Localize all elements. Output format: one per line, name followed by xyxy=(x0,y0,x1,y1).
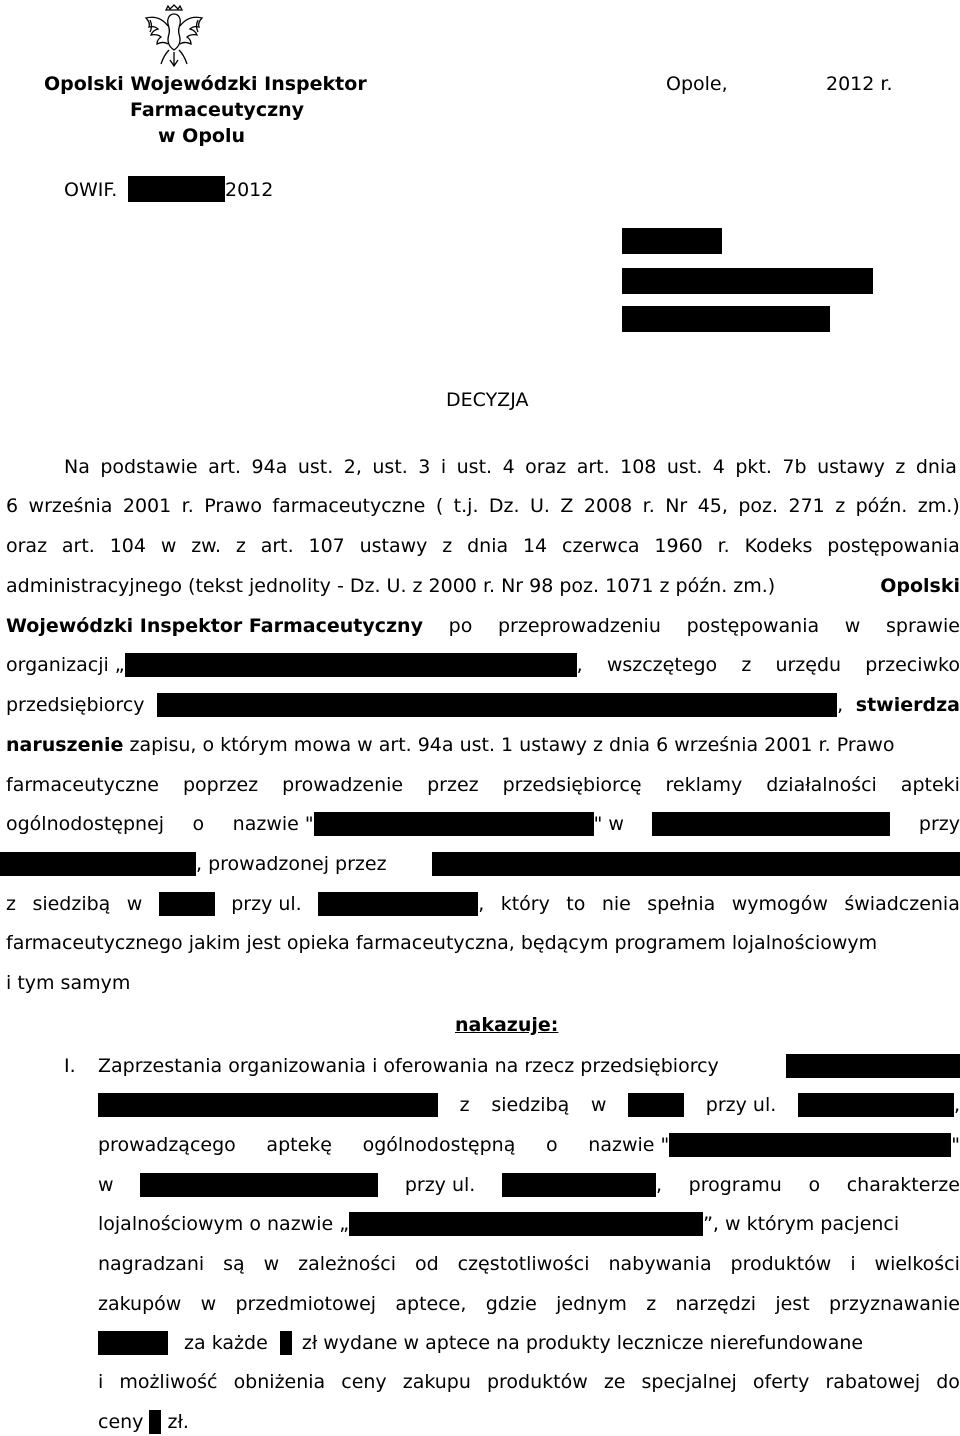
item-line-5 xyxy=(98,1212,960,1236)
word: późn. xyxy=(855,495,908,517)
word: poz. xyxy=(738,495,779,517)
word: dnia xyxy=(467,535,509,557)
document-place: Opole, xyxy=(666,73,728,95)
word: art. xyxy=(576,456,610,478)
word: 2001 xyxy=(122,495,172,517)
legal-basis-text: administracyjnego (tekst jednolity - Dz. U. z 2000 r. Nr 98 poz. 1071 z późn. zm.) xyxy=(6,575,776,597)
word: 271 xyxy=(788,495,825,517)
word: oferty xyxy=(752,1371,810,1393)
item-text-8c: zł wydane w aptece na produkty lecznicze nierefundowane xyxy=(301,1332,864,1354)
word: Kodeks xyxy=(744,535,813,557)
redaction-pharmacy-city xyxy=(652,812,890,836)
word: wymogów xyxy=(731,893,828,915)
word: 6 xyxy=(6,495,19,517)
entrepreneur-label: przedsiębiorcy xyxy=(6,694,145,716)
institution-name-line1: Opolski Wojewódzki Inspektor xyxy=(44,73,367,95)
redaction-points xyxy=(98,1331,168,1355)
word: o xyxy=(808,1174,821,1196)
word: 7b xyxy=(782,456,807,478)
word: z xyxy=(835,495,846,517)
word: zakupów xyxy=(98,1293,182,1315)
word: ust. xyxy=(666,456,703,478)
redaction-item-entrepreneur-a xyxy=(786,1054,960,1078)
word: 4 xyxy=(712,456,725,478)
word: poprzez xyxy=(182,774,259,796)
word: nabywania xyxy=(608,1253,712,1275)
word: ustawy xyxy=(817,456,885,478)
redaction-reference xyxy=(128,176,225,202)
redaction-item-seat-street xyxy=(798,1093,954,1117)
word: r. xyxy=(717,535,730,557)
word: z xyxy=(895,456,906,478)
word: 94a xyxy=(251,456,288,478)
word: z xyxy=(235,535,246,557)
word: r. xyxy=(181,495,194,517)
word: apteki xyxy=(900,774,960,796)
word: możliwość xyxy=(119,1371,218,1393)
word: w xyxy=(590,1094,607,1116)
word: zm.) xyxy=(917,495,960,517)
reference-number-suffix: 2012 xyxy=(225,179,274,201)
word: Prawo xyxy=(204,495,262,517)
item-line-6 xyxy=(98,1252,960,1276)
word: do xyxy=(936,1371,960,1393)
authority-name-end: Wojewódzki Inspektor Farmaceutyczny xyxy=(6,615,423,637)
seat-street-segment: , xyxy=(318,892,484,916)
word: postępowania xyxy=(686,615,820,637)
redaction-amount xyxy=(280,1331,292,1355)
word: przy ul. xyxy=(404,1174,476,1196)
institution-name-line3: w Opolu xyxy=(158,125,246,147)
word: od xyxy=(414,1253,439,1275)
word: ze xyxy=(603,1371,626,1393)
word: zależności xyxy=(298,1253,397,1275)
item-marker: I. xyxy=(64,1055,76,1077)
redaction-item-entrepreneur-b xyxy=(98,1093,438,1117)
word: dnia xyxy=(915,456,957,478)
redaction-item-program-name xyxy=(349,1212,703,1236)
document-title: DECYZJA xyxy=(446,389,529,411)
body-line-1 xyxy=(64,455,957,479)
pharmacy-street-segment: , xyxy=(502,1173,662,1197)
pharmacy-name-segment: nazwie " " xyxy=(588,1134,960,1156)
word: czerwca xyxy=(562,535,640,557)
word: reklamy xyxy=(665,774,743,796)
word: zakupu xyxy=(402,1371,471,1393)
redaction-addressee-line1 xyxy=(622,228,722,254)
redaction-program-name xyxy=(125,653,577,677)
item-line-9 xyxy=(98,1370,960,1394)
word: 2008 xyxy=(583,495,633,517)
word: są xyxy=(223,1253,245,1275)
institution-name-line2: Farmaceutyczny xyxy=(130,99,305,121)
word: charakterze xyxy=(846,1174,960,1196)
redaction-entrepreneur xyxy=(157,693,837,717)
word: farmaceutyczne xyxy=(272,495,426,517)
body-line-6 xyxy=(6,653,960,677)
redaction-pharmacy-name xyxy=(314,812,594,836)
word: świadczenia xyxy=(844,893,960,915)
word: 104 xyxy=(109,535,146,557)
word: przeprowadzeniu xyxy=(498,615,661,637)
item-text-8b: każde xyxy=(211,1332,268,1354)
word: wielkości xyxy=(874,1253,960,1275)
word: w xyxy=(98,1174,114,1196)
eagle-emblem-icon xyxy=(136,4,212,70)
text-ogolnodostepnej: ogólnodostępnej xyxy=(6,813,165,835)
redaction-item-pharmacy-city xyxy=(140,1173,378,1197)
item-line-8 xyxy=(98,1331,960,1355)
word: po xyxy=(448,615,473,637)
text-z: z xyxy=(6,893,16,915)
word: aptece, xyxy=(395,1293,467,1315)
redaction-seat-street xyxy=(318,892,478,916)
item-text-1: Zaprzestania organizowania i oferowania na rzecz przedsiębiorcy xyxy=(98,1055,719,1077)
word: i xyxy=(98,1371,104,1393)
word: produktów xyxy=(486,1371,588,1393)
item-line-2 xyxy=(98,1093,960,1117)
word: ustawy xyxy=(359,535,428,557)
word: specjalnej xyxy=(641,1371,737,1393)
item-line-7 xyxy=(98,1292,960,1316)
word: z xyxy=(646,1293,657,1315)
body-line-3 xyxy=(6,534,960,558)
word: obniżenia xyxy=(233,1371,326,1393)
word: jest xyxy=(775,1293,810,1315)
word: gdzie xyxy=(485,1293,537,1315)
program-label: lojalnościowym o nazwie „ xyxy=(98,1213,350,1235)
word: narzędzi xyxy=(675,1293,757,1315)
word: ust. xyxy=(297,456,334,478)
word: r. xyxy=(642,495,655,517)
body-line-12 xyxy=(6,892,960,916)
body-line-13: farmaceutycznego jakim jest opieka farmaceutyczna, będącym programem lojalnościowym xyxy=(6,932,878,954)
word: sprawie xyxy=(886,615,960,637)
text-ceny: ceny xyxy=(98,1411,144,1433)
word: prowadzenie xyxy=(282,774,404,796)
item-text-8a: za xyxy=(184,1332,206,1354)
word: przez xyxy=(427,774,479,796)
word: 107 xyxy=(308,535,345,557)
body-line-7: przedsiębiorcy , stwierdza xyxy=(6,694,960,716)
word: t.j. xyxy=(453,495,479,517)
text-przy: przy xyxy=(918,813,960,835)
text-przy-ul: przy ul. xyxy=(231,893,302,915)
finding-stwierdza: stwierdza xyxy=(855,694,960,716)
word: art. xyxy=(208,456,242,478)
word: w xyxy=(844,615,861,637)
word: z xyxy=(442,535,453,557)
word: przy ul. xyxy=(705,1094,777,1116)
word: 108 xyxy=(620,456,657,478)
word: programu xyxy=(688,1174,782,1196)
body-line-2 xyxy=(6,494,960,518)
reference-number-prefix: OWIF. xyxy=(64,179,118,201)
word: U. xyxy=(530,495,550,517)
redaction-addressee-line2 xyxy=(622,268,873,294)
word: z xyxy=(741,654,752,676)
word: oraz xyxy=(525,456,567,478)
word: ( xyxy=(435,495,444,517)
word: ogólnodostępną xyxy=(362,1134,516,1156)
text-prowadzonej-przez: , prowadzonej przez xyxy=(196,853,387,875)
text-o: o xyxy=(192,813,205,835)
item-line-10 xyxy=(98,1410,960,1434)
word: produktów xyxy=(730,1253,832,1275)
word: przeciwko xyxy=(865,654,960,676)
text-zl: zł. xyxy=(167,1411,189,1433)
word: art. xyxy=(260,535,294,557)
word: ust. xyxy=(372,456,408,478)
word: ceny xyxy=(341,1371,387,1393)
body-line-9 xyxy=(6,773,960,797)
word: w xyxy=(200,1293,217,1315)
organization-label: organizacji „ , xyxy=(6,654,583,676)
word: urzędu xyxy=(775,654,842,676)
word: 2, xyxy=(343,456,362,478)
word: rabatowej xyxy=(825,1371,921,1393)
body-line-11 xyxy=(0,852,960,876)
word: zw. xyxy=(191,535,222,557)
word: Na xyxy=(64,456,90,478)
word: farmaceutyczne xyxy=(6,774,159,796)
word: wszczętego xyxy=(606,654,718,676)
word: jednym xyxy=(556,1293,627,1315)
item-line-3 xyxy=(98,1133,960,1157)
body-line-5 xyxy=(6,614,960,638)
word: to xyxy=(566,893,586,915)
word: 3 xyxy=(418,456,431,478)
word: i xyxy=(850,1253,856,1275)
word: nagradzani xyxy=(98,1253,205,1275)
text-siedziba: siedzibą xyxy=(32,893,111,915)
word: siedzibą xyxy=(491,1094,570,1116)
word: przedsiębiorcę xyxy=(502,774,642,796)
redaction-operator xyxy=(432,852,960,876)
text-w: w xyxy=(126,893,143,915)
word: częstotliwości xyxy=(457,1253,590,1275)
word: przyznawanie xyxy=(828,1293,960,1315)
body-line-14: i tym samym xyxy=(6,972,131,994)
item-line-1 xyxy=(98,1054,960,1078)
word: oraz xyxy=(6,535,48,557)
word: 14 xyxy=(522,535,548,557)
seat-street-segment: , xyxy=(798,1093,960,1117)
authority-name-start: Opolski xyxy=(880,575,960,597)
word: podstawie xyxy=(100,456,198,478)
word: w xyxy=(160,535,177,557)
word: i xyxy=(440,456,447,478)
word: 4 xyxy=(502,456,515,478)
word: pkt. xyxy=(735,456,772,478)
body-line-8 xyxy=(6,733,960,757)
word: Z xyxy=(560,495,574,517)
word: w xyxy=(263,1253,280,1275)
word: września xyxy=(28,495,113,517)
body-line-10 xyxy=(6,812,960,836)
word: Nr xyxy=(665,495,688,517)
word: działalności xyxy=(766,774,877,796)
item-line-4 xyxy=(98,1173,960,1197)
redaction-seat-city xyxy=(159,892,215,916)
violation-text: zapisu, o którym mowa w art. 94a ust. 1 ustawy z dnia 6 września 2001 r. Prawo xyxy=(129,734,895,756)
body-line-4 xyxy=(6,574,960,598)
redaction-item-pharmacy-street xyxy=(502,1173,656,1197)
redaction-addressee-line3 xyxy=(622,306,830,332)
pharmacy-name-segment: nazwie " " w xyxy=(232,813,624,835)
word: spełnia xyxy=(647,893,716,915)
word: z xyxy=(459,1094,470,1116)
redaction-price xyxy=(149,1410,161,1434)
document-date-year: 2012 r. xyxy=(826,73,893,95)
redaction-item-seat-city xyxy=(628,1093,684,1117)
finding-naruszenie: naruszenie xyxy=(6,734,124,756)
word: 1960 xyxy=(654,535,703,557)
word: 45, xyxy=(697,495,728,517)
redaction-pharmacy-address xyxy=(0,852,196,876)
word: nie xyxy=(601,893,631,915)
word: aptekę xyxy=(266,1134,332,1156)
word: ust. xyxy=(456,456,493,478)
word: o xyxy=(546,1134,558,1156)
redaction-item-pharmacy-name xyxy=(669,1133,951,1157)
word: prowadzącego xyxy=(98,1134,236,1156)
word: Dz. xyxy=(488,495,520,517)
word: przedmiotowej xyxy=(235,1293,377,1315)
word: art. xyxy=(61,535,95,557)
word: postępowania xyxy=(827,535,960,557)
program-label-end: ”, w którym pacjenci xyxy=(703,1213,900,1235)
order-heading: nakazuje: xyxy=(455,1014,559,1036)
word: który xyxy=(500,893,550,915)
